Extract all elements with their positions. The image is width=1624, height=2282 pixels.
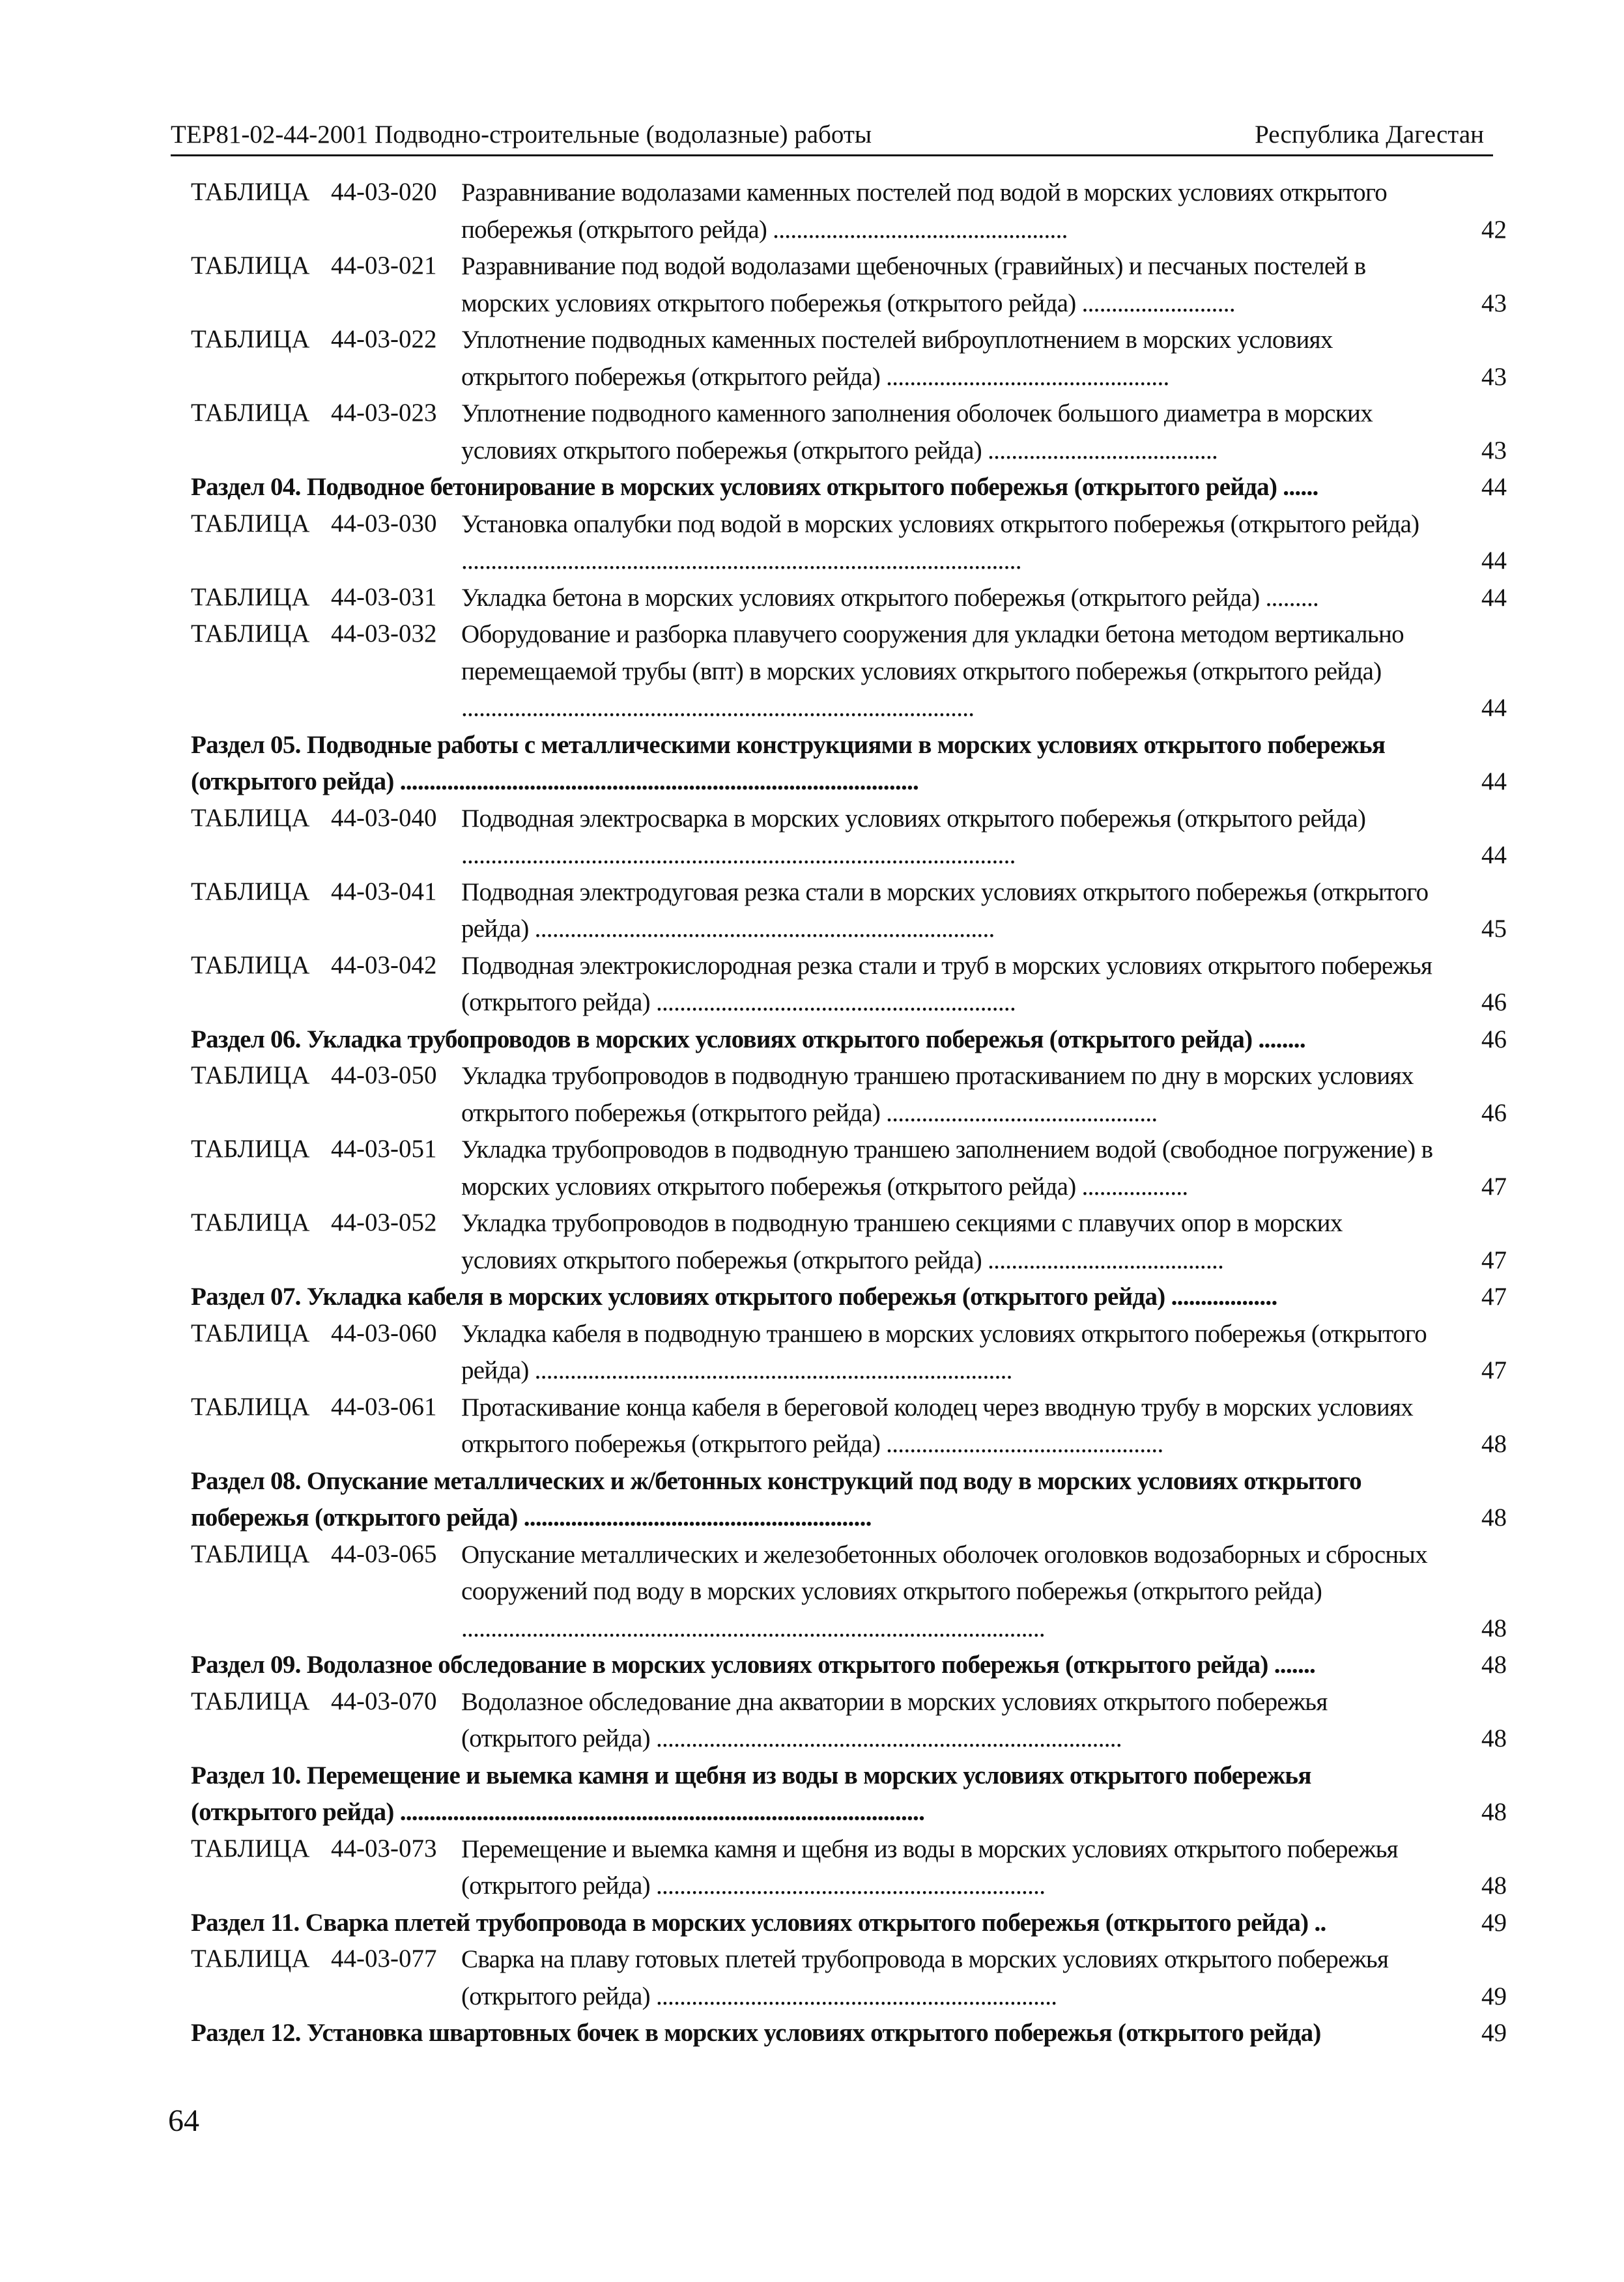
toc-table-entry[interactable] (191, 1390, 1507, 1463)
entry-title: Укладка трубопроводов в подводную траншею секциями с плавучих опор в морских условиях открытого побережья (открытого рейда) ........................................ (461, 1209, 1343, 1274)
table-code: 44-03-021 (331, 251, 437, 279)
entry-title: Сварка на плаву готовых плетей трубопровода в морских условиях открытого побережья (открытого рейда) .................................................................... (461, 1945, 1389, 2010)
toc-section-entry[interactable] (191, 1279, 1507, 1316)
section-label: Раздел 10. (191, 1761, 301, 1790)
toc-table-entry[interactable] (191, 616, 1507, 727)
entry-title: Протаскивание конца кабеля в береговой колодец через вводную трубу в морских условиях открытого побережья (открытого рейда) ............................................... (461, 1393, 1414, 1458)
entry-title: Оборудование и разборка плавучего сооружения для укладки бетона методом вертикально перемещаемой трубы (впт) в морских условиях открытого побережья (открытого рейда) ....................................................................................... (461, 620, 1404, 722)
page-ref: 44 (1481, 583, 1507, 612)
table-code: 44-03-061 (331, 1392, 437, 1421)
entry-title: Укладка трубопроводов в подводную траншею протаскиванием по дну в морских условиях открытого побережья (открытого рейда) .............................................. (461, 1062, 1414, 1127)
page-ref: 49 (1481, 1982, 1507, 2010)
toc-section-entry[interactable] (191, 1021, 1507, 1059)
section-label: Раздел 04. (191, 473, 301, 501)
toc-section-entry[interactable] (191, 469, 1507, 506)
section-label: Раздел 09. (191, 1651, 301, 1679)
section-title: Подводное бетонирование в морских условиях открытого побережья (открытого рейда) ...... (306, 473, 1318, 501)
table-code: 44-03-077 (331, 1945, 437, 1973)
table-code: 44-03-070 (331, 1687, 437, 1715)
entry-type-label: ТАБЛИЦА (191, 877, 310, 906)
entry-title: Уплотнение подводного каменного заполнения оболочек большого диаметра в морских условиях открытого побережья (открытого рейда) ....................................... (461, 399, 1373, 464)
table-code: 44-03-050 (331, 1061, 437, 1089)
entry-type-label: ТАБЛИЦА (191, 325, 310, 353)
page-ref: 48 (1481, 1724, 1507, 1752)
toc-table-entry[interactable] (191, 248, 1507, 322)
section-title: Сварка плетей трубопровода в морских условиях открытого побережья (открытого рейда) .. (305, 1908, 1326, 1937)
page-ref: 46 (1481, 988, 1507, 1016)
toc-table-entry[interactable] (191, 1316, 1507, 1390)
page-ref: 47 (1481, 1246, 1507, 1274)
entry-title: Разравнивание под водой водолазами щебеночных (гравийных) и песчаных постелей в морских условиях открытого побережья (открытого рейда) .......................... (461, 252, 1366, 317)
page-ref: 48 (1481, 1651, 1507, 1679)
document-title: ТЕР81-02-44-2001 Подводно-строительные (водолазные) работы (171, 121, 872, 149)
page-ref: 44 (1481, 547, 1507, 575)
entry-type-label: ТАБЛИЦА (191, 399, 310, 427)
page-ref: 42 (1481, 215, 1507, 244)
section-title: Водолазное обследование в морских условиях открытого побережья (открытого рейда) ....... (306, 1651, 1316, 1679)
entry-title: Укладка трубопроводов в подводную траншею заполнением водой (свободное погружение) в морских условиях открытого побережья (открытого рейда) .................. (461, 1135, 1433, 1201)
entry-type-label: ТАБЛИЦА (191, 582, 310, 611)
table-code: 44-03-023 (331, 399, 437, 427)
page-ref: 49 (1481, 2019, 1507, 2047)
page-ref: 48 (1481, 1798, 1507, 1826)
toc-section-entry[interactable] (191, 1758, 1507, 1831)
entry-title: Установка опалубки под водой в морских условиях открытого побережья (открытого рейда) ............................................................................................... (461, 509, 1419, 575)
page-ref: 48 (1481, 1504, 1507, 1532)
toc-section-entry[interactable] (191, 727, 1507, 801)
page-ref: 48 (1481, 1430, 1507, 1458)
entry-type-label: ТАБЛИЦА (191, 178, 310, 206)
toc-table-entry[interactable] (191, 948, 1507, 1021)
toc-section-entry[interactable] (191, 1905, 1507, 1942)
table-code: 44-03-030 (331, 509, 437, 537)
page-ref: 48 (1481, 1872, 1507, 1900)
entry-type-label: ТАБЛИЦА (191, 950, 310, 979)
toc-section-entry[interactable] (191, 2015, 1507, 2052)
entry-type-label: ТАБЛИЦА (191, 1208, 310, 1236)
toc-table-entry[interactable] (191, 322, 1507, 395)
section-label: Раздел 12. (191, 2019, 301, 2047)
section-title: Перемещение и выемка камня и щебня из воды в морских условиях открытого побережья (открытого рейда) ......................................................................................... (191, 1761, 1311, 1826)
table-code: 44-03-032 (331, 620, 437, 648)
toc-table-entry[interactable] (191, 175, 1507, 248)
page-ref: 43 (1481, 362, 1507, 391)
table-code: 44-03-051 (331, 1135, 437, 1163)
page-ref: 46 (1481, 1025, 1507, 1053)
page-ref: 44 (1481, 841, 1507, 869)
section-label: Раздел 05. (191, 730, 301, 759)
section-label: Раздел 06. (191, 1025, 301, 1053)
table-code: 44-03-060 (331, 1319, 437, 1347)
section-title: Укладка трубопроводов в морских условиях открытого побережья (открытого рейда) ........ (306, 1025, 1305, 1053)
entry-title: Перемещение и выемка камня и щебня из воды в морских условиях открытого побережья (открытого рейда) .................................................................. (461, 1834, 1398, 1900)
toc-table-entry[interactable] (191, 1684, 1507, 1758)
page-ref: 44 (1481, 767, 1507, 795)
entry-title: Опускание металлических и железобетонных оболочек оголовков водозаборных и сбросных сооружений под воду в морских условиях открытого побережья (открытого рейда) ................................................................................................... (461, 1540, 1427, 1642)
toc-table-entry[interactable] (191, 1058, 1507, 1132)
toc-table-entry[interactable] (191, 506, 1507, 580)
table-of-contents (191, 175, 1507, 2052)
toc-section-entry[interactable] (191, 1647, 1507, 1684)
region-name: Республика Дагестан (1255, 121, 1484, 149)
entry-title: Подводная электросварка в морских условиях открытого побережья (открытого рейда) .............................................................................................. (461, 804, 1366, 869)
page-ref: 43 (1481, 436, 1507, 464)
entry-type-label: ТАБЛИЦА (191, 509, 310, 537)
page-ref: 49 (1481, 1908, 1507, 1937)
page-ref: 47 (1481, 1356, 1507, 1384)
entry-title: Укладка бетона в морских условиях открытого побережья (открытого рейда) ......... (461, 583, 1319, 612)
entry-type-label: ТАБЛИЦА (191, 1135, 310, 1163)
page-header (171, 114, 1493, 156)
table-code: 44-03-052 (331, 1208, 437, 1236)
section-label: Раздел 11. (191, 1908, 300, 1937)
entry-type-label: ТАБЛИЦА (191, 1945, 310, 1973)
entry-type-label: ТАБЛИЦА (191, 1061, 310, 1089)
entry-type-label: ТАБЛИЦА (191, 1687, 310, 1715)
entry-type-label: ТАБЛИЦА (191, 1834, 310, 1862)
table-code: 44-03-020 (331, 178, 437, 206)
toc-table-entry[interactable] (191, 1831, 1507, 1905)
section-title: Подводные работы с металлическими конструкциями в морских условиях открытого побережья (открытого рейда) ........................................................................................ (191, 730, 1386, 795)
page-ref: 43 (1481, 289, 1507, 317)
entry-title: Укладка кабеля в подводную траншею в морских условиях открытого побережья (открытого рейда) ................................................................................. (461, 1319, 1427, 1384)
entry-title: Уплотнение подводных каменных постелей виброуплотнением в морских условиях открытого побережья (открытого рейда) ................................................ (461, 326, 1333, 391)
toc-table-entry[interactable] (191, 1537, 1507, 1647)
entry-type-label: ТАБЛИЦА (191, 1392, 310, 1421)
table-code: 44-03-065 (331, 1539, 437, 1568)
entry-type-label: ТАБЛИЦА (191, 251, 310, 279)
entry-title: Водолазное обследование дна акватории в морских условиях открытого побережья (открытого рейда) ............................................................................... (461, 1687, 1328, 1752)
page-ref: 48 (1481, 1614, 1507, 1642)
toc-table-entry[interactable] (191, 1205, 1507, 1279)
section-label: Раздел 07. (191, 1283, 301, 1311)
entry-type-label: ТАБЛИЦА (191, 1319, 310, 1347)
table-code: 44-03-042 (331, 950, 437, 979)
entry-type-label: ТАБЛИЦА (191, 1539, 310, 1568)
entry-type-label: ТАБЛИЦА (191, 620, 310, 648)
toc-table-entry[interactable] (191, 580, 1507, 617)
page-ref: 44 (1481, 694, 1507, 722)
table-code: 44-03-041 (331, 877, 437, 906)
table-code: 44-03-031 (331, 582, 437, 611)
section-title: Установка швартовных бочек в морских условиях открытого побережья (открытого рейда) (306, 2019, 1321, 2047)
table-code: 44-03-073 (331, 1834, 437, 1862)
page-ref: 47 (1481, 1172, 1507, 1201)
entry-type-label: ТАБЛИЦА (191, 803, 310, 832)
page-ref: 47 (1481, 1283, 1507, 1311)
section-label: Раздел 08. (191, 1466, 301, 1495)
table-code: 44-03-040 (331, 803, 437, 832)
entry-title: Разравнивание водолазами каменных постелей под водой в морских условиях открытого побережья (открытого рейда) .................................................. (461, 178, 1388, 244)
section-title: Укладка кабеля в морских условиях открытого побережья (открытого рейда) .................. (306, 1283, 1277, 1311)
page-ref: 44 (1481, 473, 1507, 501)
page-ref: 45 (1481, 915, 1507, 943)
table-code: 44-03-022 (331, 325, 437, 353)
page-number: 64 (168, 2104, 199, 2138)
page-ref: 46 (1481, 1098, 1507, 1127)
toc-table-entry[interactable] (191, 874, 1507, 948)
section-title: Опускание металлических и ж/бетонных конструкций под воду в морских условиях открытого побережья (открытого рейда) ........................................................... (191, 1466, 1361, 1532)
toc-section-entry[interactable] (191, 1463, 1507, 1537)
entry-title: Подводная электрокислородная резка стали и труб в морских условиях открытого побережья (открытого рейда) ............................................................. (461, 951, 1432, 1016)
toc-table-entry[interactable] (191, 1132, 1507, 1205)
toc-table-entry[interactable] (191, 1941, 1507, 2015)
entry-title: Подводная электродуговая резка стали в морских условиях открытого побережья (открытого рейда) .............................................................................. (461, 877, 1429, 943)
toc-table-entry[interactable] (191, 801, 1507, 874)
toc-table-entry[interactable] (191, 395, 1507, 469)
